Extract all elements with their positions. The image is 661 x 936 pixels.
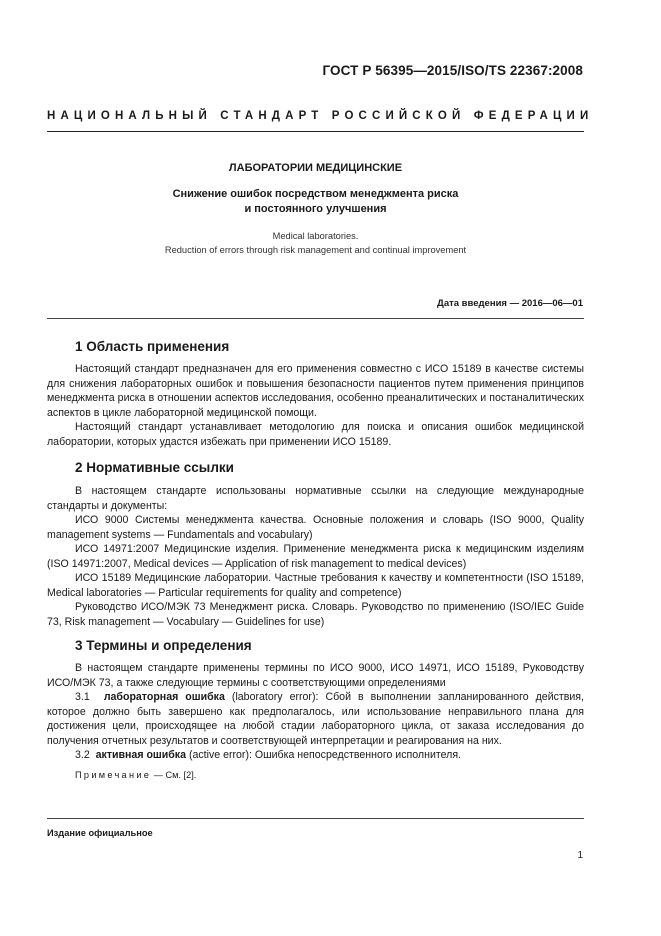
section-2-body xyxy=(47,484,584,629)
section-3-body xyxy=(47,661,584,763)
term-3-2-definition: (active error): Ошибка непосредственного исполнителя. xyxy=(186,749,461,761)
official-edition-label: Издание официальное xyxy=(47,828,153,838)
english-title xyxy=(47,229,584,257)
introduction-date: Дата введения — 2016—06—01 xyxy=(437,298,583,309)
national-standard-banner: НАЦИОНАЛЬНЫЙ СТАНДАРТ РОССИЙСКОЙ ФЕДЕРАЦИИ xyxy=(47,110,594,122)
section-3-heading: 3 Термины и определения xyxy=(75,638,252,653)
section-1-body xyxy=(47,362,584,449)
section-1-paragraph-2: Настоящий стандарт устанавливает методологию для поиска и описания ошибок медицинской лаборатории, которых удастся избежать при применении ИСО 15189. xyxy=(47,421,584,448)
document-subtitle xyxy=(47,187,584,217)
date-divider xyxy=(47,318,584,319)
page-number: 1 xyxy=(577,850,583,861)
section-2-paragraph-1: В настоящем стандарте использованы нормативные ссылки на следующие международные стандарты и документы: xyxy=(47,485,584,512)
document-code: ГОСТ Р 56395—2015/ISO/TS 22367:2008 xyxy=(322,63,583,78)
term-3-1-definition: (laboratory error): Сбой в выполнении запланированного действия, которое должно быть завершено как предполагалось, или использование неправильного плана для достижения цели, происходящее на любой стадии лабораторного цикла, от заказа исследования до получения отчетных результатов и соответствующей интерпретации и реагирования на них. xyxy=(47,691,584,747)
section-3-paragraph-1: В настоящем стандарте применены термины по ИСО 9000, ИСО 14971, ИСО 15189, Руководству ИСО/МЭК 73, а также следующие термины с соответствующими определениями xyxy=(47,662,584,689)
note xyxy=(75,770,196,780)
term-3-1-number: 3.1 xyxy=(75,691,90,703)
subtitle-line-2: и постоянного улучшения xyxy=(244,203,387,215)
header-divider xyxy=(47,131,584,132)
term-3-2-number: 3.2 xyxy=(75,749,90,761)
reference-iso-9000: ИСО 9000 Системы менеджмента качества. Основные положения и словарь (ISO 9000, Quality management systems — Fundamentals and vocabulary) xyxy=(47,514,584,541)
term-3-2 xyxy=(47,748,584,763)
note-label: Примечание xyxy=(75,770,152,780)
term-3-1-name: лабораторная ошибка xyxy=(103,691,225,703)
english-title-line-2: Reduction of errors through risk management and continual improvement xyxy=(164,245,467,255)
reference-iso-14971: ИСО 14971:2007 Медицинские изделия. Применение менеджмента риска к медицинским изделиям (ISO 14971:2007, Medical devices — Application of risk management to medical devices) xyxy=(47,543,584,570)
subtitle-line-1: Снижение ошибок посредством менеджмента риска xyxy=(172,188,459,200)
section-1-heading: 1 Область применения xyxy=(75,339,230,354)
section-1-paragraph-1: Настоящий стандарт предназначен для его применения совместно с ИСО 15189 в качестве системы для снижения лабораторных ошибок и повышения безопасности пациентов путем применения принципов менеджмента риска в отношении аспектов исследования, особенно преаналитических и постаналитических аспектов в цикле лабораторной медицинской помощи. xyxy=(47,363,584,419)
note-text: — См. [2]. xyxy=(151,770,197,780)
footer-divider xyxy=(47,818,584,819)
term-3-2-name: активная ошибка xyxy=(95,749,186,761)
english-title-line-1: Medical laboratories. xyxy=(272,231,359,241)
reference-iso-iec-guide-73: Руководство ИСО/МЭК 73 Менеджмент риска. Словарь. Руководство по применению (ISO/IEC Guide 73, Risk management — Vocabulary — Guidelines for use) xyxy=(47,601,584,628)
section-2-heading: 2 Нормативные ссылки xyxy=(75,460,234,475)
term-3-1 xyxy=(47,690,584,748)
reference-iso-15189: ИСО 15189 Медицинские лаборатории. Частные требования к качеству и компетентности (ISO 15189, Medical laboratories — Particular requirements for quality and competence) xyxy=(47,572,584,599)
document-title: ЛАБОРАТОРИИ МЕДИЦИНСКИЕ xyxy=(228,162,403,174)
